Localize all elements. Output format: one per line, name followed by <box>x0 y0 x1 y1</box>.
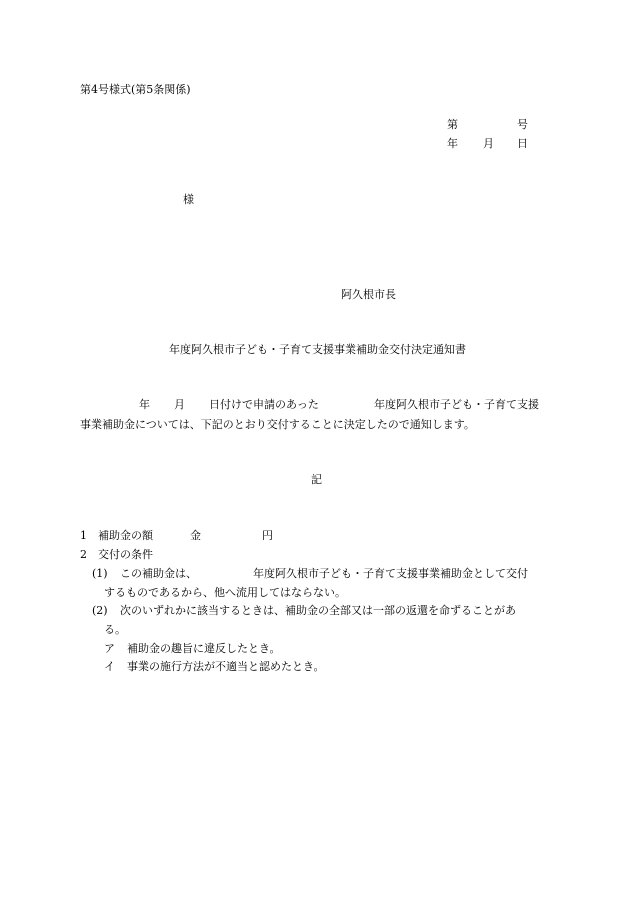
cond1-text-a: この補助金は、 <box>120 567 197 580</box>
body-line-2: 事業補助金については、下記のとおり交付することに決定したので通知します。 <box>80 418 475 431</box>
date-day: 日 <box>517 137 528 150</box>
date-month: 月 <box>483 137 494 150</box>
cond2-text-b: る。 <box>104 623 126 636</box>
cond2-number: (2) <box>92 604 108 617</box>
cond1-number: (1) <box>92 567 108 580</box>
doc-number-prefix: 第 <box>447 118 458 131</box>
item1-number: 1 <box>80 529 87 542</box>
item2-label: 交付の条件 <box>98 548 153 561</box>
cond2-sub-b-text: 事業の施行方法が不適当と認めたとき。 <box>127 660 325 673</box>
cond2-sub-a-kana: ア <box>104 642 115 655</box>
cond1-text-c: するものであるから、他へ流用してはならない。 <box>104 586 346 599</box>
issuer: 阿久根市長 <box>341 288 396 301</box>
body-dated-applied: 日付けで申請のあった <box>209 398 319 411</box>
cond1-text-b: 年度阿久根市子ども・子育て支援事業補助金として交付 <box>253 567 528 580</box>
ki-marker: 記 <box>311 473 322 486</box>
document-title: 年度阿久根市子ども・子育て支援事業補助金交付決定通知書 <box>169 343 466 356</box>
cond2-sub-a-text: 補助金の趣旨に違反したとき。 <box>127 642 281 655</box>
cond2-sub-b-kana: イ <box>104 660 115 673</box>
item2-number: 2 <box>80 548 87 561</box>
body-subsidy-name: 年度阿久根市子ども・子育て支援 <box>374 398 539 411</box>
item1-label: 補助金の額 <box>98 529 153 542</box>
recipient-suffix: 様 <box>183 193 194 206</box>
item1-kin: 金 <box>190 529 201 542</box>
cond2-text-a: 次のいずれかに該当するときは、補助金の全部又は一部の返還を命ずることがあ <box>120 604 516 617</box>
body-month: 月 <box>174 398 185 411</box>
form-label: 第4号様式(第5条関係) <box>80 83 191 96</box>
date-year: 年 <box>447 137 458 150</box>
body-year: 年 <box>139 398 150 411</box>
item1-yen: 円 <box>262 529 273 542</box>
doc-number-suffix: 号 <box>517 118 528 131</box>
